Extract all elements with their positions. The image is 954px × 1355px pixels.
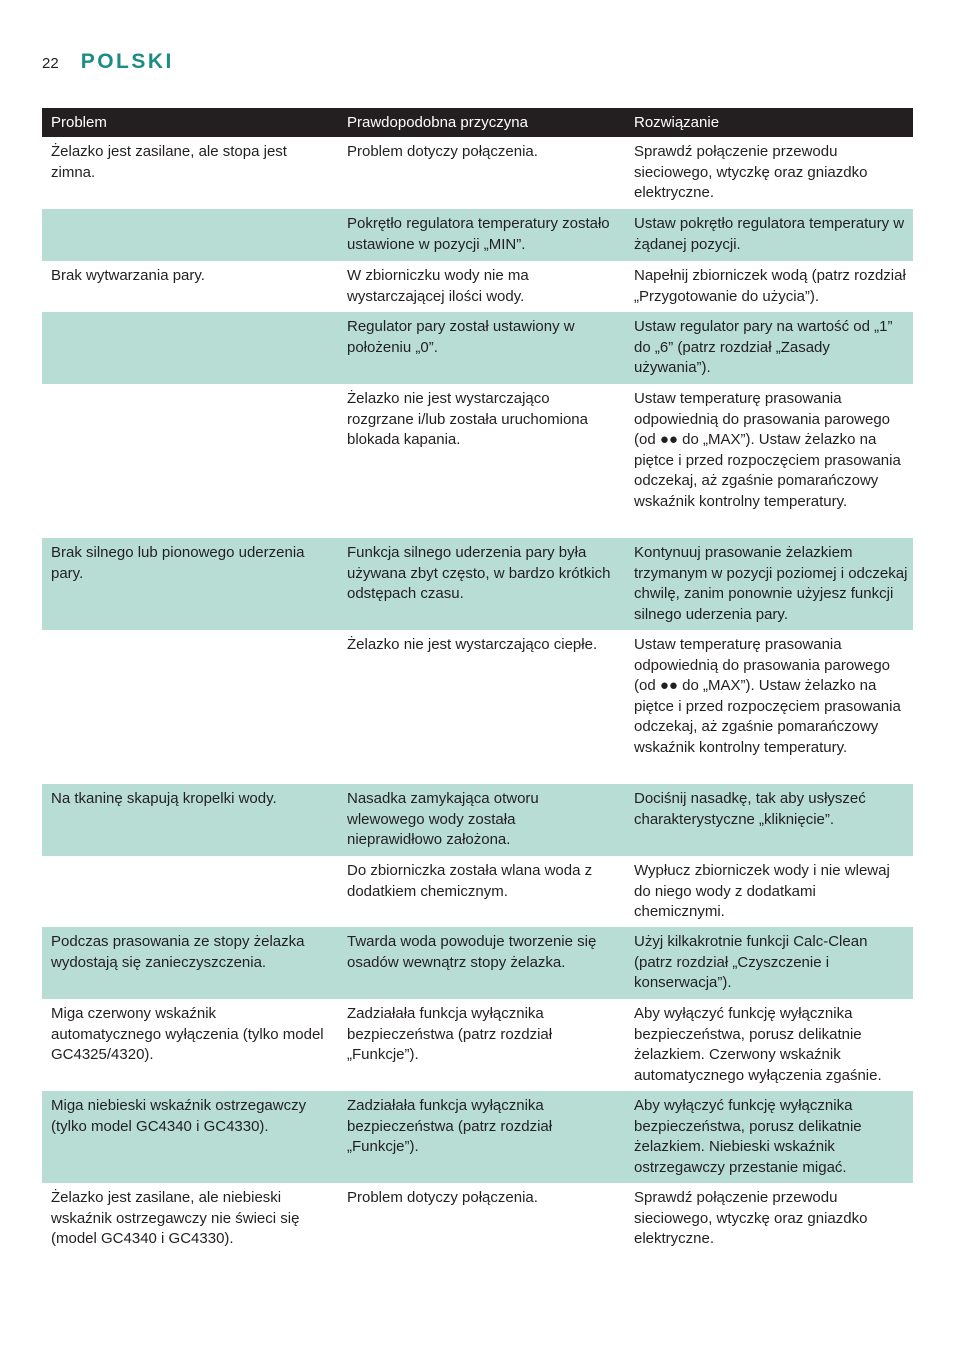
solution-cell: Sprawdź połączenie przewodu sieciowego, wtyczkę oraz gniazdko elektryczne.	[634, 1189, 868, 1247]
column-header-problem: Problem	[51, 114, 107, 131]
cause-cell: Problem dotyczy połączenia.	[347, 143, 538, 160]
cause-cell: Nasadka zamykająca otworu wlewowego wody została nieprawidłowo założona.	[347, 790, 539, 848]
solution-cell: Wypłucz zbiorniczek wody i nie wlewaj do niego wody z dodatkami chemicznymi.	[634, 862, 890, 920]
problem-cell: Brak wytwarzania pary.	[51, 267, 205, 284]
problem-cell	[42, 214, 338, 261]
cause-cell: Zadziałała funkcja wyłącznika bezpieczeństwa (patrz rozdział „Funkcje”).	[347, 1005, 553, 1063]
problem-cell	[42, 861, 338, 927]
cause-cell: Pokrętło regulatora temperatury zostało ustawione w pozycji „MIN”.	[347, 215, 610, 253]
problem-cell: Na tkaninę skapują kropelki wody.	[51, 790, 277, 807]
problem-cell: Brak silnego lub pionowego uderzenia pary.	[51, 544, 305, 582]
section-title: POLSKI	[80, 50, 174, 73]
solution-cell: Ustaw regulator pary na wartość od „1” do „6” (patrz rozdział „Zasady używania”).	[634, 318, 893, 376]
page-number: 22	[42, 55, 59, 72]
table-row	[42, 261, 913, 312]
solution-cell: Kontynuuj prasowanie żelazkiem trzymanym w pozycji poziomej i odczekaj chwilę, zanim ponownie użyjesz funkcji silnego uderzenia pary.	[634, 544, 908, 623]
table-row	[42, 137, 913, 209]
problem-cell	[42, 635, 338, 784]
solution-cell: Sprawdź połączenie przewodu sieciowego, wtyczkę oraz gniazdko elektryczne.	[634, 143, 868, 201]
cause-cell: Problem dotyczy połączenia.	[347, 1189, 538, 1206]
problem-cell	[42, 317, 338, 384]
troubleshooting-table	[42, 108, 913, 1259]
solution-cell: Ustaw temperaturę prasowania odpowiednią do prasowania parowego (od ●● do „MAX”). Ustaw żelazko na piętce i przed rozpoczęciem prasowania odczekaj, aż zgaśnie pomarańczowy wskaźnik kontrolny temperatury.	[634, 636, 901, 756]
column-header-solution: Rozwiązanie	[634, 114, 720, 131]
page-header	[42, 50, 174, 74]
solution-cell: Aby wyłączyć funkcję wyłącznika bezpieczeństwa, porusz delikatnie żelazkiem. Czerwony wskaźnik automatycznego wyłączenia zgaśnie.	[634, 1005, 882, 1084]
cause-cell: Zadziałała funkcja wyłącznika bezpieczeństwa (patrz rozdział „Funkcje”).	[347, 1097, 553, 1155]
table-row	[42, 312, 913, 384]
problem-cell: Podczas prasowania ze stopy żelazka wydostają się zanieczyszczenia.	[51, 933, 305, 971]
cause-cell: Do zbiorniczka została wlana woda z dodatkiem chemicznym.	[347, 862, 593, 900]
problem-cell: Miga czerwony wskaźnik automatycznego wyłączenia (tylko model GC4325/4320).	[51, 1005, 324, 1063]
solution-cell: Użyj kilkakrotnie funkcji Calc-Clean (patrz rozdział „Czyszczenie i konserwacja”).	[634, 933, 868, 991]
problem-cell	[42, 389, 338, 538]
solution-cell: Ustaw temperaturę prasowania odpowiednią do prasowania parowego (od ●● do „MAX”). Ustaw żelazko na piętce i przed rozpoczęciem prasowania odczekaj, aż zgaśnie pomarańczowy wskaźnik kontrolny temperatury.	[634, 390, 901, 510]
solution-cell: Aby wyłączyć funkcję wyłącznika bezpieczeństwa, porusz delikatnie żelazkiem. Niebieski wskaźnik ostrzegawczy przestanie migać.	[634, 1097, 862, 1176]
cause-cell: Regulator pary został ustawiony w położeniu „0”.	[347, 318, 575, 356]
problem-cell: Żelazko jest zasilane, ale stopa jest zimna.	[51, 143, 287, 181]
table-row	[42, 927, 913, 999]
table-row	[42, 999, 913, 1091]
problem-cell: Miga niebieski wskaźnik ostrzegawczy (tylko model GC4340 i GC4330).	[51, 1097, 307, 1135]
cause-cell: Żelazko nie jest wystarczająco rozgrzane i/lub została uruchomiona blokada kapania.	[347, 390, 588, 448]
table-row	[42, 856, 913, 927]
cause-cell: Twarda woda powoduje tworzenie się osadów wewnątrz stopy żelazka.	[347, 933, 597, 971]
table-row	[42, 630, 913, 784]
table-row	[42, 784, 913, 856]
table-row	[42, 384, 913, 538]
table-row	[42, 209, 913, 261]
cause-cell: Żelazko nie jest wystarczająco ciepłe.	[347, 636, 598, 653]
column-header-cause: Prawdopodobna przyczyna	[347, 114, 528, 131]
cause-cell: W zbiorniczku wody nie ma wystarczającej ilości wody.	[347, 267, 529, 305]
table-row	[42, 1183, 913, 1259]
table-header	[42, 108, 913, 137]
table-row	[42, 1091, 913, 1183]
solution-cell: Dociśnij nasadkę, tak aby usłyszeć charakterystyczne „kliknięcie”.	[634, 790, 866, 828]
solution-cell: Ustaw pokrętło regulatora temperatury w żądanej pozycji.	[634, 215, 905, 253]
table-row	[42, 538, 913, 630]
cause-cell: Funkcja silnego uderzenia pary była używana zbyt często, w bardzo krótkich odstępach czasu.	[347, 544, 611, 602]
problem-cell: Żelazko jest zasilane, ale niebieski wskaźnik ostrzegawczy nie świeci się (model GC4340 i GC4330).	[51, 1189, 300, 1247]
solution-cell: Napełnij zbiorniczek wodą (patrz rozdział „Przygotowanie do użycia”).	[634, 267, 906, 305]
